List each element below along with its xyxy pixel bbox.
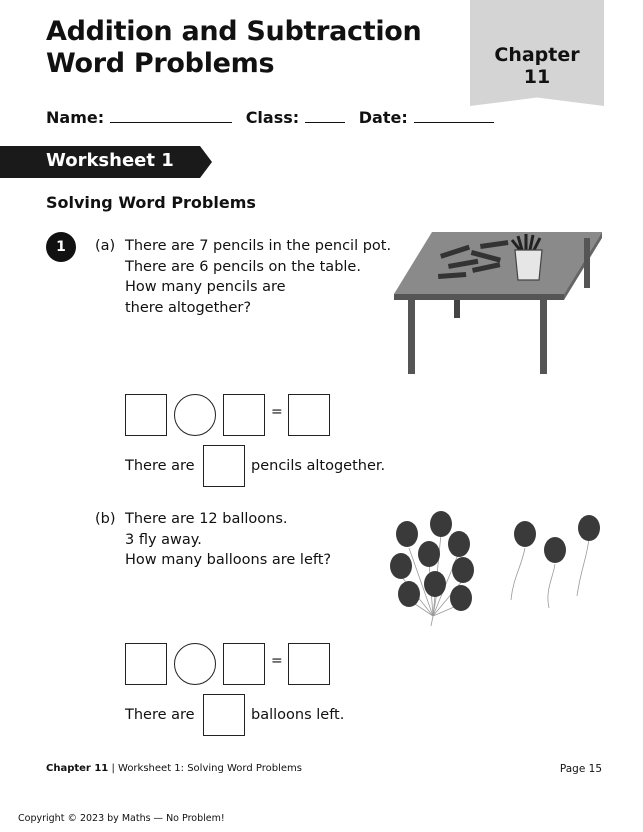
part-a-line: How many pencils are xyxy=(125,279,286,295)
class-label: Class: xyxy=(245,108,300,127)
part-a-answer-suffix: pencils altogether. xyxy=(251,458,386,474)
part-a-line: There are 7 pencils in the pencil pot. xyxy=(125,238,392,254)
part-b-line: There are 12 balloons. xyxy=(125,511,288,527)
balloons-illustration xyxy=(385,508,605,626)
part-b-text xyxy=(125,509,331,571)
part-a-line: there altogether? xyxy=(125,299,252,316)
answer-box[interactable] xyxy=(203,694,245,736)
part-a-answer-prefix: There are xyxy=(125,458,195,474)
part-a-label: (a) xyxy=(95,238,116,254)
table-pencils-illustration xyxy=(392,228,604,378)
footer-left xyxy=(46,763,302,774)
student-fields xyxy=(46,108,502,127)
title-line-1: Addition and Subtraction xyxy=(46,16,422,47)
date-label: Date: xyxy=(358,108,408,127)
copyright: Copyright © 2023 by Maths — No Problem! xyxy=(18,813,225,824)
date-line[interactable] xyxy=(414,121,494,123)
worksheet-label: Worksheet 1 xyxy=(46,150,174,171)
answer-box[interactable] xyxy=(203,445,245,487)
answer-box[interactable] xyxy=(223,394,265,436)
answer-box[interactable] xyxy=(223,643,265,685)
part-b-answer-suffix: balloons left. xyxy=(251,707,345,723)
footer-chapter: Chapter 11 xyxy=(46,763,109,774)
answer-box[interactable] xyxy=(288,643,330,685)
part-a-line: There are 6 pencils on the table. xyxy=(125,258,361,275)
chapter-number: 11 xyxy=(523,66,551,88)
equals-sign: = xyxy=(271,404,283,420)
name-label: Name: xyxy=(46,108,105,127)
answer-box[interactable] xyxy=(125,394,167,436)
footer-separator: | xyxy=(111,763,115,774)
operator-circle[interactable] xyxy=(174,394,216,436)
page-title xyxy=(46,16,466,80)
chapter-label xyxy=(470,44,604,88)
operator-circle[interactable] xyxy=(174,643,216,685)
page-number: Page 15 xyxy=(559,763,602,775)
section-heading: Solving Word Problems xyxy=(46,193,256,212)
part-b-answer-prefix: There are xyxy=(125,707,195,723)
answer-box[interactable] xyxy=(288,394,330,436)
question-number-badge: 1 xyxy=(46,232,76,262)
part-b-label: (b) xyxy=(95,511,116,527)
part-a-text xyxy=(125,236,391,318)
part-b-line: How many balloons are left? xyxy=(125,552,332,568)
footer-worksheet: Worksheet 1: Solving Word Problems xyxy=(118,763,302,774)
equals-sign: = xyxy=(271,653,283,669)
chapter-word: Chapter xyxy=(494,44,580,66)
name-line[interactable] xyxy=(110,121,232,123)
class-line[interactable] xyxy=(305,121,345,123)
answer-box[interactable] xyxy=(125,643,167,685)
part-b-line: 3 fly away. xyxy=(125,531,202,548)
title-line-2: Word Problems xyxy=(46,48,275,79)
